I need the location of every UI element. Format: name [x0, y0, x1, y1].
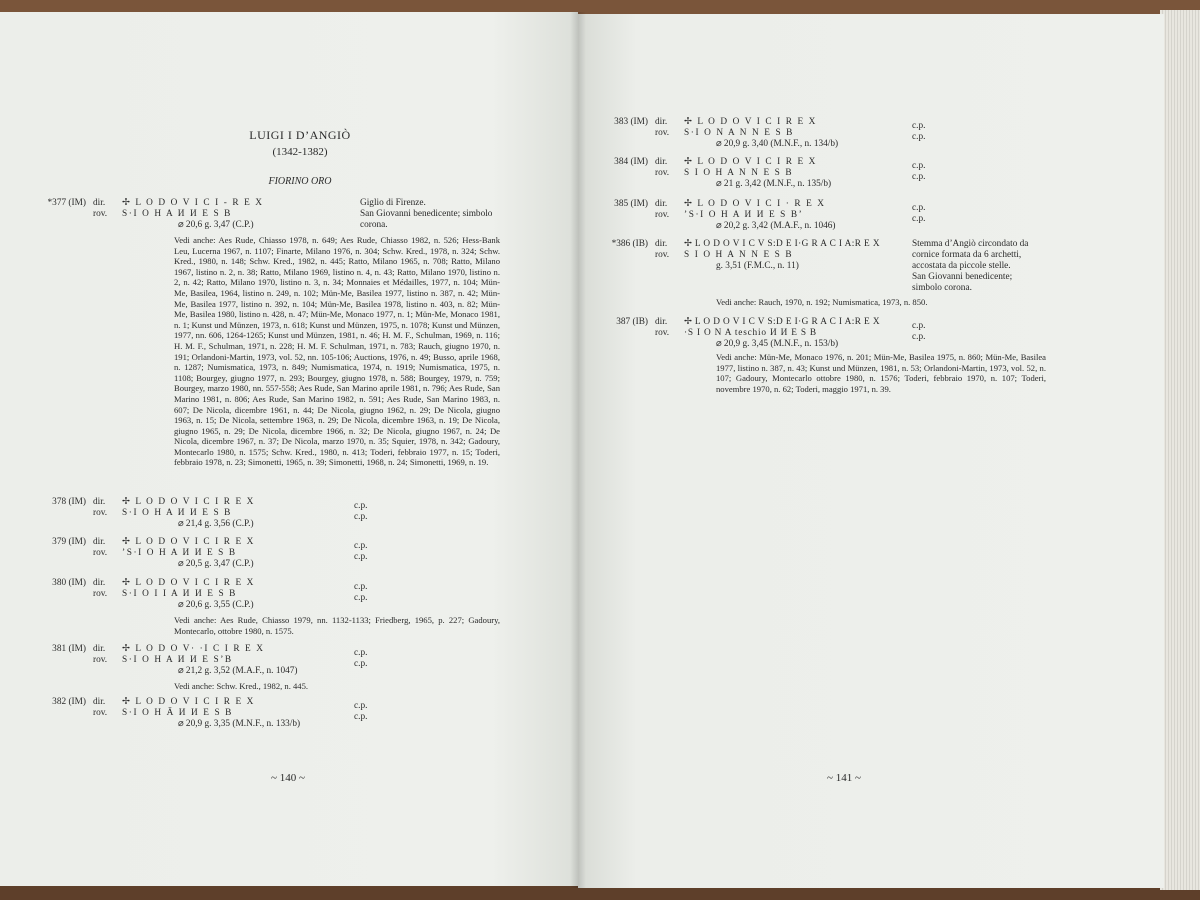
description: c.p. c.p.	[354, 501, 368, 522]
measurements: ⌀ 20,6 g. 3,47 (C.P.)	[178, 220, 254, 230]
catalog-entry	[24, 697, 514, 733]
catalog-entry	[586, 317, 1046, 407]
measurements: ⌀ 21,2 g. 3,52 (M.A.F., n. 1047)	[178, 666, 298, 676]
entry-number: 380 (IM)	[52, 578, 86, 588]
reverse-label: rov.	[93, 655, 108, 665]
reverse-legend: ·S I O N A teschio И И E S B	[684, 328, 817, 338]
reverse-legend: S·I O H Ā И И E S B	[122, 708, 233, 718]
reverse-label: rov.	[93, 589, 108, 599]
obverse-legend: ✢ L O D O V I C V S:D E I·G R A C I A:R E X	[684, 317, 880, 327]
reverse-label: rov.	[93, 708, 108, 718]
catalog-entry	[586, 239, 1046, 319]
catalog-entry	[586, 199, 1026, 235]
measurements: g. 3,51 (F.M.C., n. 11)	[716, 261, 799, 271]
measurements: ⌀ 21 g. 3,42 (M.N.F., n. 135/b)	[716, 179, 832, 189]
reverse-legend: S·I O H A И И E S’B	[122, 655, 233, 665]
obverse-label: dir.	[93, 697, 106, 707]
entry-number: 387 (IB)	[616, 317, 648, 327]
reverse-legend: S·I O H A И И E S B	[122, 209, 232, 219]
obverse-legend: ✢ L O D O V I C V S:D E I·G R A C I A:R E X	[684, 239, 880, 249]
description: c.p. c.p.	[354, 582, 368, 603]
obverse-label: dir.	[93, 578, 106, 588]
measurements: ⌀ 20,6 g. 3,55 (C.P.)	[178, 600, 254, 610]
description: c.p. c.p.	[354, 701, 368, 722]
entry-number: 383 (IM)	[614, 117, 648, 127]
obverse-label: dir.	[93, 198, 106, 208]
reverse-label: rov.	[655, 128, 670, 138]
description: c.p. c.p.	[912, 121, 926, 142]
reverse-legend: S·I O I I A И И E S B	[122, 589, 237, 599]
reverse-legend: S I O H A N N E S B	[684, 250, 794, 260]
references-note: Vedi anche: Schw. Kred., 1982, n. 445.	[174, 681, 309, 691]
obverse-legend: ✢ L O D O V I C I R E X	[122, 537, 255, 547]
catalog-entry	[24, 537, 514, 573]
references-note: Vedi anche: Mün-Me, Monaco 1976, n. 201; Mün-Me, Basilea 1975, n. 860; Mün-Me, Basilea 1977, listino n. 387, n. 43; Kunst und Münzen, 1981, n. 53; Orlandoni-Martin, 1973, vol. 52, n. 107; Gadoury, Montecarlo ottobre 1980, n. 1576; Toderi, febbraio 1970, n. 107; Toderi, novembre 1970, n. 62; Toderi, maggio 1971, n. 39.	[716, 352, 1046, 394]
description: c.p. c.p.	[354, 648, 368, 669]
measurements: ⌀ 20,2 g. 3,42 (M.A.F., n. 1046)	[716, 221, 836, 231]
obverse-legend: ✢ L O D O V I C I · R E X	[684, 199, 826, 209]
reverse-label: rov.	[655, 250, 670, 260]
entry-number: *377 (IM)	[47, 198, 86, 208]
catalog-entry	[586, 157, 1026, 193]
left-page	[0, 12, 578, 886]
references-note: Vedi anche: Rauch, 1970, n. 192; Numismatica, 1973, n. 850.	[716, 297, 928, 307]
obverse-legend: ✢ L O D O V· ·I C I R E X	[122, 644, 265, 654]
entry-number: *386 (IB)	[611, 239, 648, 249]
reverse-legend: S·I O N A N N E S B	[684, 128, 794, 138]
catalog-entry	[24, 497, 514, 533]
measurements: ⌀ 20,9 g. 3,35 (M.N.F., n. 133/b)	[178, 719, 301, 729]
obverse-legend: ✢ L O D O V I C I R E X	[122, 578, 255, 588]
references-note: Vedi anche: Aes Rude, Chiasso 1978, n. 649; Aes Rude, Chiasso 1982, n. 526; Hess-Bank Leu, Lucerna 1967, n. 1107; Finarte, Milano 1976, n. 304; Schw. Kred., 1978, n. 324; Schw. Kred., 1980, n. 148; Schw. Kred., 1982, n. 445; Ratto, Milano 1965, n. 708; Ratto, Milano 1967, listino n. 2, n. 38; Ratto, Milano 1969, listino n. 4, n. 43; Ratto, Milano 1970, listino n. 2, n. 42; Ratto, Milano 1970, listino n. 3, n. 34; Monnaies et Médailles, 1977, n. 104; Mün-Me, Basilea, 1964, listino n. 249, n. 102; Mün-Me, Basilea 1977, listino n. 387, n. 42; Mün-Me, Basilea 1977, listino n. 392, n. 104; Mün-Me, Basilea 1978, listino n. 403, n. 82; Mün-Me, Basilea 1980, listino n. 428, n. 47; Mün-Me, Monaco 1977, n. 1; Mün-Me, Monaco 1981, n. 1; Kunst und Münzen, 1973, n. 618; Kunst und Münzen, 1975, n. 1078; Kunst und Münzen, 1977, nn. 606, 1264-1265; Kunst und Münzen, 1981, n. 46; H. M. F., Schulman, 1969, n. 116; H. M. F., Schulman, 1971, n. 228; H. M. F. Schulman, 1971, n. 783; Rauch, giugno 1970, n. 191; Orlandoni-Martin, 1973, vol. 52, nn. 105-106; Auctions, 1976, n. 49; Busso, aprile 1968, n. 1287; Numismatica, 1973, n. 849; Numismatica, 1974, n. 1919; Numismatica, 1975, n. 1108; Bourgey, giugno 1977, n. 293; Bourgey, giugno 1978, n. 588; Bourgey, 1979, n. 759; Bourgey, marzo 1980, nn. 557-558; Aes Rude, San Marino aprile 1981, n. 796; Aes Rude, San Marino 1981, n. 806; Aes Rude, San Marino 1982, n. 591; Aes Rude, San Marino 1983, n. 607; De Nicola, dicembre 1961, n. 44; De Nicola, giugno 1962, n. 29; De Nicola, giugno 1963, n. 15; De Nicola, settembre 1963, n. 29; De Nicola, dicembre 1963, n. 19; De Nicola, giugno 1965, n. 29; De Nicola, dicembre 1966, n. 32; De Nicola, giugno 1967, n. 24; De Nicola, dicembre 1967, n. 37; De Nicola, marzo 1970, n. 35; Squier, 1978, n. 342; Gadoury, Montecarlo 1980, n. 1575; Schw. Kred., 1980, n. 413; Toderi, febbraio 1977, n. 15; Toderi, febbraio 1978, n. 23; Simonetti, 1965, n. 39; Simonetti, 1968, n. 24; Simonetti, 1969, n. 19.	[174, 235, 500, 468]
reverse-legend: S I O H A N N E S B	[684, 168, 794, 178]
section-title: FIORINO ORO	[268, 176, 332, 187]
obverse-legend: ✢ L O D O V I C I R E X	[684, 117, 817, 127]
obverse-legend: ✢ L O D O V I C I R E X	[684, 157, 817, 167]
entry-number: 384 (IM)	[614, 157, 648, 167]
measurements: ⌀ 21,4 g. 3,56 (C.P.)	[178, 519, 254, 529]
reverse-legend: ’S·I O H A И И E S B	[122, 548, 237, 558]
chapter-years: (1342-1382)	[272, 146, 328, 158]
reverse-label: rov.	[655, 168, 670, 178]
references-note: Vedi anche: Aes Rude, Chiasso 1979, nn. 1132-1133; Friedberg, 1965, p. 227; Gadoury, Montecarlo, ottobre 1980, n. 1575.	[174, 615, 500, 636]
page-number: ~ 141 ~	[827, 772, 861, 784]
entry-number: 379 (IM)	[52, 537, 86, 547]
catalog-entry	[24, 644, 514, 704]
reverse-label: rov.	[655, 328, 670, 338]
chapter-title: LUIGI I D’ANGIÒ	[249, 128, 351, 142]
description: c.p. c.p.	[912, 203, 926, 224]
obverse-label: dir.	[655, 117, 668, 127]
catalog-entry	[24, 198, 514, 508]
obverse-legend: ✢ L O D O V I C I R E X	[122, 697, 255, 707]
entry-number: 381 (IM)	[52, 644, 86, 654]
description: Giglio di Firenze. San Giovanni benedicente; simbolo corona.	[360, 198, 493, 230]
obverse-label: dir.	[93, 537, 106, 547]
obverse-label: dir.	[655, 199, 668, 209]
obverse-legend: ✢ L O D O V I C I - R E X	[122, 198, 264, 208]
book-gutter	[570, 12, 586, 888]
reverse-label: rov.	[93, 209, 108, 219]
right-page	[578, 14, 1164, 888]
description: c.p. c.p.	[354, 541, 368, 562]
reverse-legend: S·I O H A И И E S B	[122, 508, 232, 518]
obverse-legend: ✢ L O D O V I C I R E X	[122, 497, 255, 507]
description: c.p. c.p.	[912, 161, 926, 182]
entry-number: 385 (IM)	[614, 199, 648, 209]
description: Stemma d’Angiò circondato da cornice formata da 6 archetti, accostata da piccole stelle. San Giovanni benedicente; simbolo corona.	[912, 239, 1029, 293]
catalog-entry	[24, 578, 514, 650]
entry-number: 382 (IM)	[52, 697, 86, 707]
page-number: ~ 140 ~	[271, 772, 305, 784]
entry-number: 378 (IM)	[52, 497, 86, 507]
catalog-entry	[586, 117, 1026, 153]
reverse-legend: ’S·I O H A И И E S B’	[684, 210, 804, 220]
measurements: ⌀ 20,9 g. 3,40 (M.N.F., n. 134/b)	[716, 139, 839, 149]
obverse-label: dir.	[655, 157, 668, 167]
reverse-label: rov.	[655, 210, 670, 220]
page-edges	[1160, 10, 1200, 890]
obverse-label: dir.	[93, 644, 106, 654]
obverse-label: dir.	[655, 239, 668, 249]
reverse-label: rov.	[93, 508, 108, 518]
obverse-label: dir.	[655, 317, 668, 327]
measurements: ⌀ 20,5 g. 3,47 (C.P.)	[178, 559, 254, 569]
obverse-label: dir.	[93, 497, 106, 507]
description: c.p. c.p.	[912, 321, 926, 342]
reverse-label: rov.	[93, 548, 108, 558]
measurements: ⌀ 20,9 g. 3,45 (M.N.F., n. 153/b)	[716, 339, 839, 349]
